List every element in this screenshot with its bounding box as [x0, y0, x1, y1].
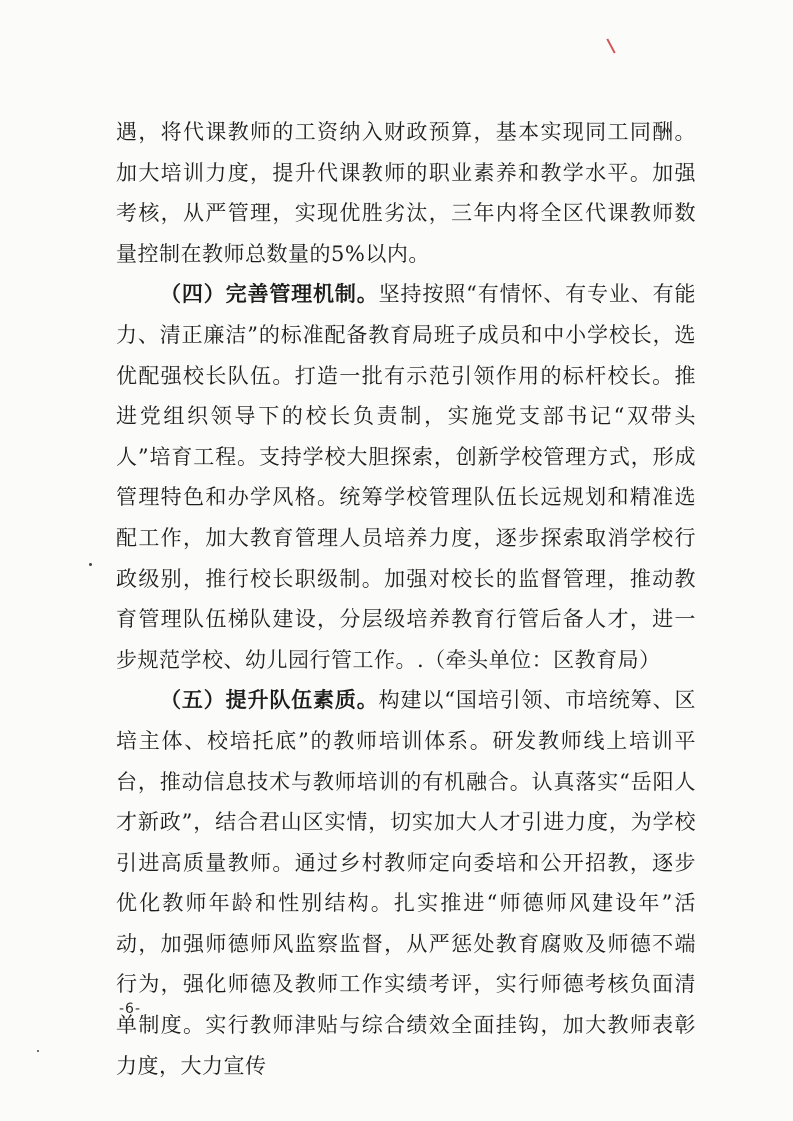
section-5-body: 构建以“国培引领、市培统筹、区培主体、校培托底”的教师培训体系。研发教师线上培训平台，推动信息技术与教师培训的有机融合。认真落实“岳阳人才新政”，结合君山区实情，切实加大人才引进力度，为学校引进高质量教师。通过乡村教师定向委培和公开招教，逐步优化教师年龄和性别结构。扎实推进“师德师风建设年”活动，加强师德师风监察监督，从严惩处教育腐败及师德不端行为，强化师德及教师工作实绩考评，实行师德考核负面清单制度。实行教师津贴与综合绩效全面挂钩，加大教师表彰力度，大力宣传	[116, 688, 696, 1078]
scan-speck	[37, 1050, 39, 1052]
paragraph-section-5	[116, 680, 696, 1086]
section-5-heading: （五）提升队伍素质。	[160, 688, 379, 713]
scan-speck	[89, 563, 92, 566]
section-4-body: 坚持按照“有情怀、有专业、有能力、清正廉洁”的标准配备教育局班子成员和中小学校长，选优配强校长队伍。打造一批有示范引领作用的标杆校长。推进党组织领导下的校长负责制，实施党支部书记“双带头人”培育工程。支持学校大胆探索，创新学校管理方式，形成管理特色和办学风格。统筹学校管理队伍长远规划和精准选配工作，加大教育管理人员培养力度，逐步探索取消学校行政级别，推行校长职级制。加强对校长的监督管理，推动教育管理队伍梯队建设，分层级培养教育行管后备人才，进一步规范学校、幼儿园行管工作。.（牵头单位：区教育局）	[116, 282, 696, 672]
document-body	[116, 112, 696, 1086]
section-4-heading: （四）完善管理机制。	[160, 282, 379, 307]
paragraph-continuation: 遇，将代课教师的工资纳入财政预算，基本实现同工同酬。加大培训力度，提升代课教师的职业素养和教学水平。加强考核，从严管理，实现优胜劣汰，三年内将全区代课教师数量控制在教师总数量的5%以内。	[116, 120, 696, 266]
paragraph-section-4	[116, 274, 696, 680]
page-number: -6-	[119, 1001, 142, 1017]
scan-mark	[606, 38, 615, 53]
